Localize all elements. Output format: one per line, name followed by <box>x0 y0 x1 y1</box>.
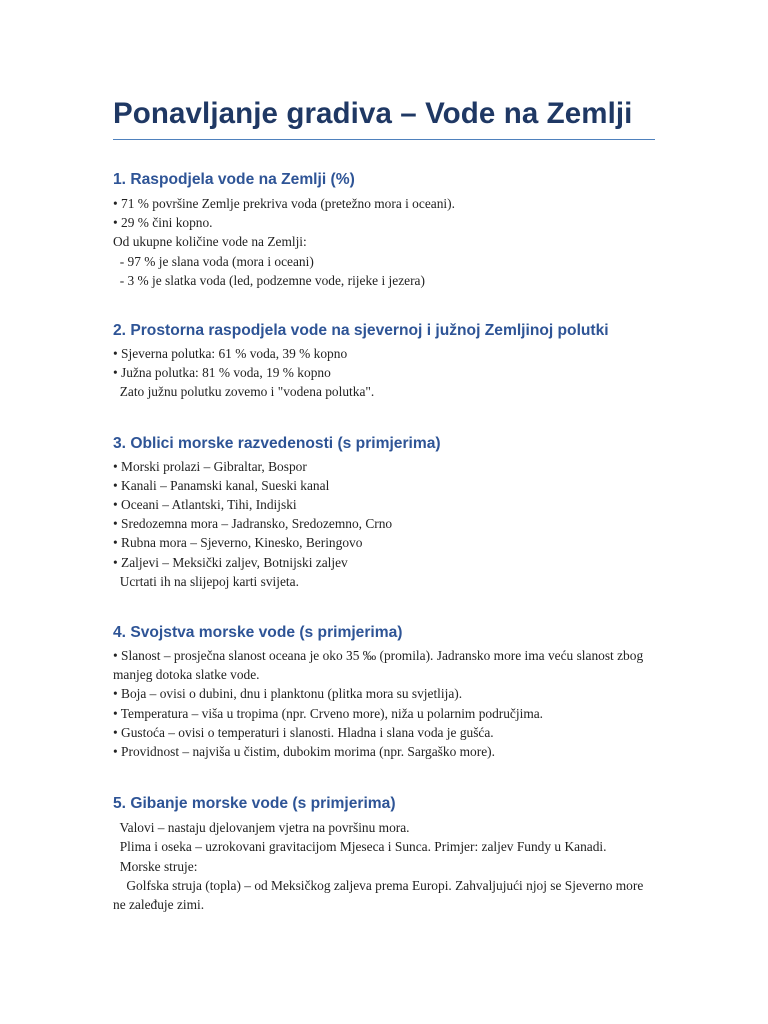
document-title: Ponavljanje gradiva – Vode na Zemlji <box>113 97 633 130</box>
list-item: • Južna polutka: 81 % voda, 19 % kopno <box>113 365 331 381</box>
section-heading-morska-razvedenost: 3. Oblici morske razvedenosti (s primjerima) <box>113 434 441 452</box>
list-item: • Rubna mora – Sjeverno, Kinesko, Beringovo <box>113 535 363 551</box>
list-item: • Zaljevi – Meksički zaljev, Botnijski zaljev <box>113 554 348 570</box>
list-item: Golfska struja (topla) – od Meksičkog zaljeva prema Europi. Zahvaljujući njoj se Sjeverno more ne zaleđuje zimi. <box>113 877 647 913</box>
section-heading-svojstva-morske-vode: 4. Svojstva morske vode (s primjerima) <box>113 624 403 642</box>
list-item: • Boja – ovisi o dubini, dnu i planktonu (plitka mora su svjetlija). <box>113 686 463 702</box>
list-item: Zato južnu polutku zovemo i "vodena polutka". <box>113 384 375 400</box>
list-item: • Kanali – Panamski kanal, Sueski kanal <box>113 477 330 493</box>
title-divider <box>113 139 655 140</box>
list-item: • Gustoća – ovisi o temperaturi i slanosti. Hladna i slana voda je gušća. <box>113 724 494 740</box>
list-item: • 29 % čini kopno. <box>113 215 213 231</box>
list-item: • Sredozemna mora – Jadransko, Sredozemno, Crno <box>113 516 393 532</box>
section-body-svojstva-morske-vode <box>113 646 668 761</box>
section-heading-prostorna-raspodjela: 2. Prostorna raspodjela vode na sjevernoj i južnoj Zemljinoj polutki <box>113 322 609 340</box>
list-item: - 3 % je slatka voda (led, podzemne vode, rijeke i jezera) <box>113 272 425 288</box>
list-item: Morske struje: <box>113 858 198 874</box>
list-item: • Providnost – najviša u čistim, dubokim morima (npr. Sargaško more). <box>113 744 495 760</box>
list-item: • Oceani – Atlantski, Tihi, Indijski <box>113 497 297 513</box>
list-item: • Temperatura – viša u tropima (npr. Crveno more), niža u polarnim područjima. <box>113 705 544 721</box>
list-item: • Morski prolazi – Gibraltar, Bospor <box>113 458 307 474</box>
list-item: • Sjeverna polutka: 61 % voda, 39 % kopno <box>113 346 348 362</box>
section-heading-gibanje-morske-vode: 5. Gibanje morske vode (s primjerima) <box>113 795 396 813</box>
list-item: • 71 % površine Zemlje prekriva voda (pretežno mora i oceani). <box>113 196 455 211</box>
section-body-prostorna-raspodjela <box>113 344 668 402</box>
section-body-gibanje-morske-vode <box>113 818 668 914</box>
list-item: - 97 % je slana voda (mora i oceani) <box>113 253 314 269</box>
list-item: Plima i oseka – uzrokovani gravitacijom Mjeseca i Sunca. Primjer: zaljev Fundy u Kanadi. <box>113 839 607 855</box>
list-item: Valovi – nastaju djelovanjem vjetra na površinu mora. <box>113 820 410 836</box>
section-body-raspodjela-vode <box>113 194 668 290</box>
section-heading-raspodjela-vode: 1. Raspodjela vode na Zemlji (%) <box>113 171 355 188</box>
section-body-morska-razvedenost <box>113 457 668 591</box>
list-item: Od ukupne količine vode na Zemlji: <box>113 234 307 250</box>
list-item: • Slanost – prosječna slanost oceana je oko 35 ‰ (promila). Jadransko more ima veću slanost zbog manjeg dotoka slatke vode. <box>113 648 647 683</box>
list-item: Ucrtati ih na slijepoj karti svijeta. <box>113 573 299 589</box>
